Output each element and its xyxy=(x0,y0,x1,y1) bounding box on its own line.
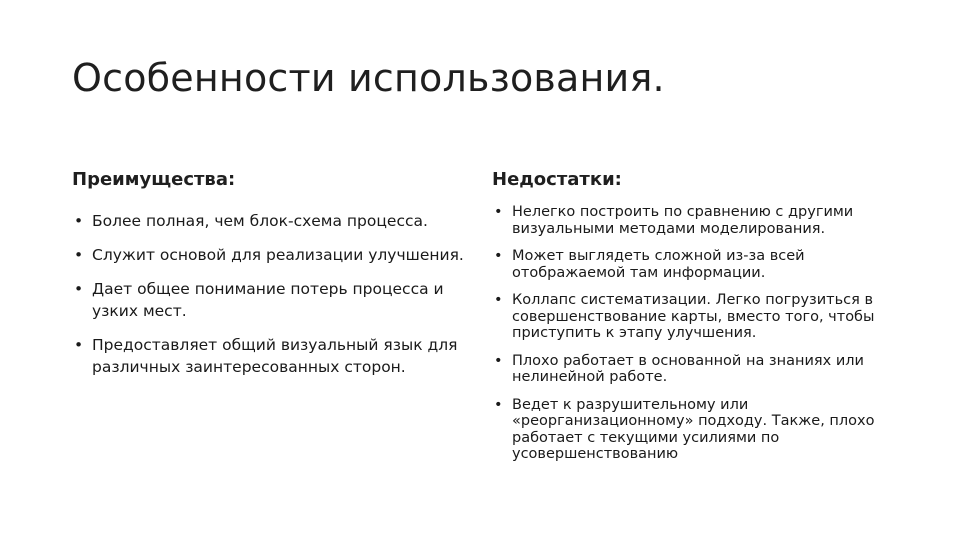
list-item xyxy=(492,204,912,237)
disadvantages-column xyxy=(492,168,912,474)
advantages-list xyxy=(72,210,472,378)
list-item xyxy=(72,278,472,322)
advantages-heading: Преимущества: xyxy=(72,169,236,190)
bullet-icon: • xyxy=(494,396,503,413)
list-item-text: Более полная, чем блок-схема процесса. xyxy=(92,212,428,230)
disadvantages-list xyxy=(492,204,912,463)
bullet-icon: • xyxy=(494,352,503,369)
bullet-icon: • xyxy=(494,204,503,220)
list-item-text: Плохо работает в основанной на знаниях или нелинейной работе. xyxy=(512,352,864,385)
disadvantages-heading: Недостатки: xyxy=(492,169,622,190)
bullet-icon: • xyxy=(74,246,84,264)
list-item xyxy=(492,248,912,281)
list-item xyxy=(72,244,472,266)
list-item-text: Дает общее понимание потерь процесса и узких мест. xyxy=(92,280,444,320)
bullet-icon: • xyxy=(74,212,84,230)
advantages-column xyxy=(72,168,472,390)
slide-title: Особенности использования. xyxy=(72,56,665,100)
list-item xyxy=(492,353,912,386)
bullet-icon: • xyxy=(494,292,503,308)
list-item-text: Может выглядеть сложной из-за всей отображаемой там информации. xyxy=(512,248,805,281)
list-item xyxy=(492,292,912,342)
list-item xyxy=(72,210,472,232)
bullet-icon: • xyxy=(74,280,84,298)
list-item xyxy=(492,397,912,463)
list-item-text: Нелегко построить по сравнению с другими визуальными методами моделирования. xyxy=(512,204,854,237)
list-item xyxy=(72,334,472,378)
list-item-text: Предоставляет общий визуальный язык для различных заинтересованных сторон. xyxy=(92,336,458,376)
list-item-text: Ведет к разрушительному или «реорганизационному» подходу. Также, плохо работает с текущими усилиями по усовершенствованию xyxy=(512,396,875,462)
bullet-icon: • xyxy=(74,336,84,354)
list-item-text: Коллапс систематизации. Легко погрузиться в совершенствование карты, вместо того, чтобы приступить к этапу улучшения. xyxy=(512,292,875,341)
list-item-text: Служит основой для реализации улучшения. xyxy=(92,246,464,264)
bullet-icon: • xyxy=(494,248,503,264)
